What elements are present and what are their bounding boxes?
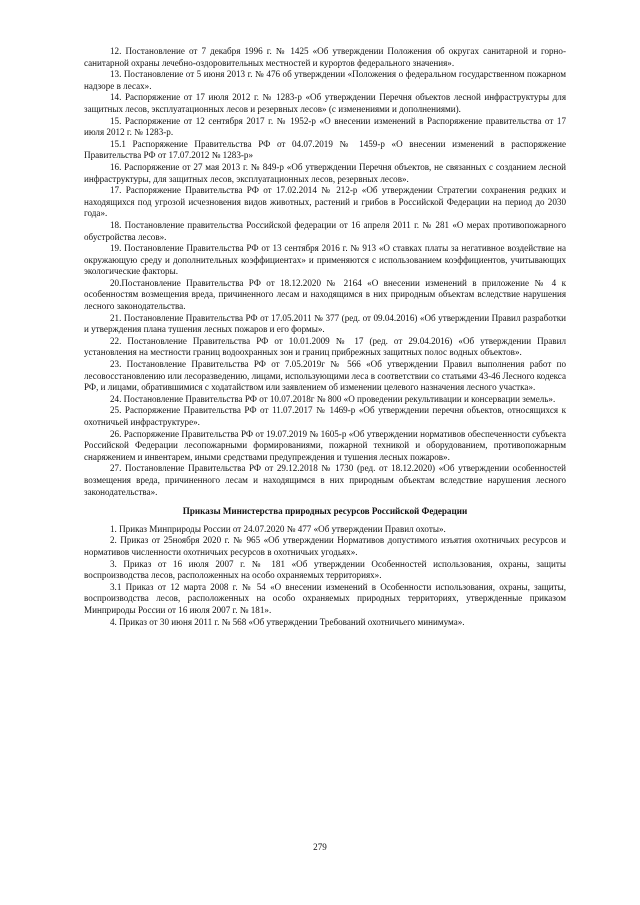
list-item: 12. Постановление от 7 декабря 1996 г. № 1425 «Об утверждении Положения об округах санитарной и горно-санитарной охраны лечебно-оздоровительных местностей и курортов федерального значения». bbox=[84, 46, 566, 68]
list-item: 2. Приказ от 25ноября 2020 г. № 965 «Об утверждении Нормативов допустимого изъятия охотничьих ресурсов и нормативов численности охотничьих ресурсов в охотничьих угодьях». bbox=[84, 535, 566, 557]
list-item: 3.1 Приказ от 12 марта 2008 г. № 54 «О внесении изменений в Особенности использования, охраны, защиты, воспроизводства лесов, расположенных на особо охраняемых природных территориях, утвержденные приказом Минприроды России от 16 июля 2007 г. № 181». bbox=[84, 581, 566, 615]
list-item: 25. Распоряжение Правительства РФ от 11.07.2017 № 1469-р «Об утверждении перечня объектов, относящихся к охотничьей инфраструктуре». bbox=[84, 405, 566, 427]
list-item: 16. Распоряжение от 27 мая 2013 г. № 849-р «Об утверждении Перечня объектов, не связанных с созданием лесной инфраструктуры, для защитных лесов, эксплуатационных лесов, резервных лесов». bbox=[84, 161, 566, 184]
list-item: 23. Постановление Правительства РФ от 7.05.2019г № 566 «Об утверждении Правил выполнения работ по лесовосстановлению или лесоразведению, лицами, использующими леса в соответствии со статьями 43-46 Лесного кодекса РФ, и лицами, обратившимися с ходатайством или заявлением об изменении целевого назначения лесного участка». bbox=[84, 359, 566, 393]
list-item: 4. Приказ от 30 июня 2011 г. № 568 «Об утверждении Требований охотничьего минимума». bbox=[110, 616, 465, 627]
list-item: 1. Приказ Минприроды России от 24.07.2020 № 477 «Об утверждении Правил охоты». bbox=[110, 523, 446, 534]
list-item: 27. Постановление Правительства РФ от 29.12.2018 № 1730 (ред. от 18.12.2020) «Об утверждении особенностей возмещения вреда, причиненного лесам и находящимся в них природным объектам вследствие нарушения лесного законодательства». bbox=[84, 463, 566, 497]
list-item: 20.Постановление Правительства РФ от 18.12.2020 № 2164 «О внесении изменений в приложение № 4 к особенностям возмещения вреда, причиненного лесам и находящимся в них природным объектам вследствие нарушения лесного законодательства. bbox=[84, 277, 566, 312]
list-item: 21. Постановление Правительства РФ от 17.05.2011 № 377 (ред. от 09.04.2016) «Об утверждении Правил разработки и утверждения плана тушения лесных пожаров и его формы». bbox=[84, 312, 566, 335]
list-item: 19. Постановление Правительства РФ от 13 сентября 2016 г. № 913 «О ставках платы за негативное воздействие на окружающую среду и дополнительных коэффициентах» и применяются с использованием коэффициентов, учитывающих экологические факторы. bbox=[84, 243, 566, 277]
page-number: 279 bbox=[313, 842, 327, 852]
section-heading: Приказы Министерства природных ресурсов Российской Федерации bbox=[182, 506, 468, 517]
list-item: 3. Приказ от 16 июля 2007 г. № 181 «Об утверждении Особенностей использования, охраны, защиты воспроизводства лесов, расположенных на особо охраняемых территориях». bbox=[84, 558, 566, 581]
list-item: 13. Постановление от 5 июня 2013 г. № 476 об утверждении «Положения о федеральном государственном пожарном надзоре в лесах». bbox=[84, 69, 566, 91]
list-item: 26. Распоряжение Правительства РФ от 19.07.2019 № 1605-р «Об утверждении нормативов обеспеченности субъекта Российской Федерации лесопожарными формированиями, пожарной техникой и оборудованием, противопожарным снаряжением и инвентарем, иными средствами предупреждения и тушения лесных пожаров». bbox=[84, 428, 566, 462]
list-item: 17. Распоряжение Правительства РФ от 17.02.2014 № 212-р «Об утверждении Стратегии сохранения редких и находящихся под угрозой исчезновения видов животных, растений и грибов в Российской Федерации на период до 2030 года». bbox=[84, 185, 566, 219]
resolutions-list bbox=[84, 46, 566, 498]
list-item: 15.1 Распоряжение Правительства РФ от 04.07.2019 № 1459-р «О внесении изменений в распоряжение Правительства РФ от 17.07.2012 № 1283-р» bbox=[84, 138, 566, 161]
document-page bbox=[84, 46, 566, 628]
list-item: 18. Постановление правительства Российской федерации от 16 апреля 2011 г. № 281 «О мерах противопожарного обустройства лесов». bbox=[84, 219, 566, 242]
list-item: 22. Постановление Правительства РФ от 10.01.2009 № 17 (ред. от 29.04.2016) «Об утверждении Правил установления на местности границ водоохранных зон и границ прибрежных защитных полос водных объектов». bbox=[84, 335, 566, 358]
list-item: 15. Распоряжение от 12 сентября 2017 г. № 1952-р «О внесении изменений в Распоряжение правительства от 17 июля 2012 г. № 1283-р. bbox=[84, 115, 566, 138]
list-item: 24. Постановление Правительства РФ от 10.07.2018г № 800 «О проведении рекультивации и консервации земель». bbox=[110, 393, 556, 404]
ministry-orders-list bbox=[84, 524, 566, 628]
list-item: 14. Распоряжение от 17 июля 2012 г. № 1283-р «Об утверждении Перечня объектов лесной инфраструктуры для защитных лесов, эксплуатационных лесов и резервных лесов» (с изменениями и дополнениями). bbox=[84, 92, 566, 114]
